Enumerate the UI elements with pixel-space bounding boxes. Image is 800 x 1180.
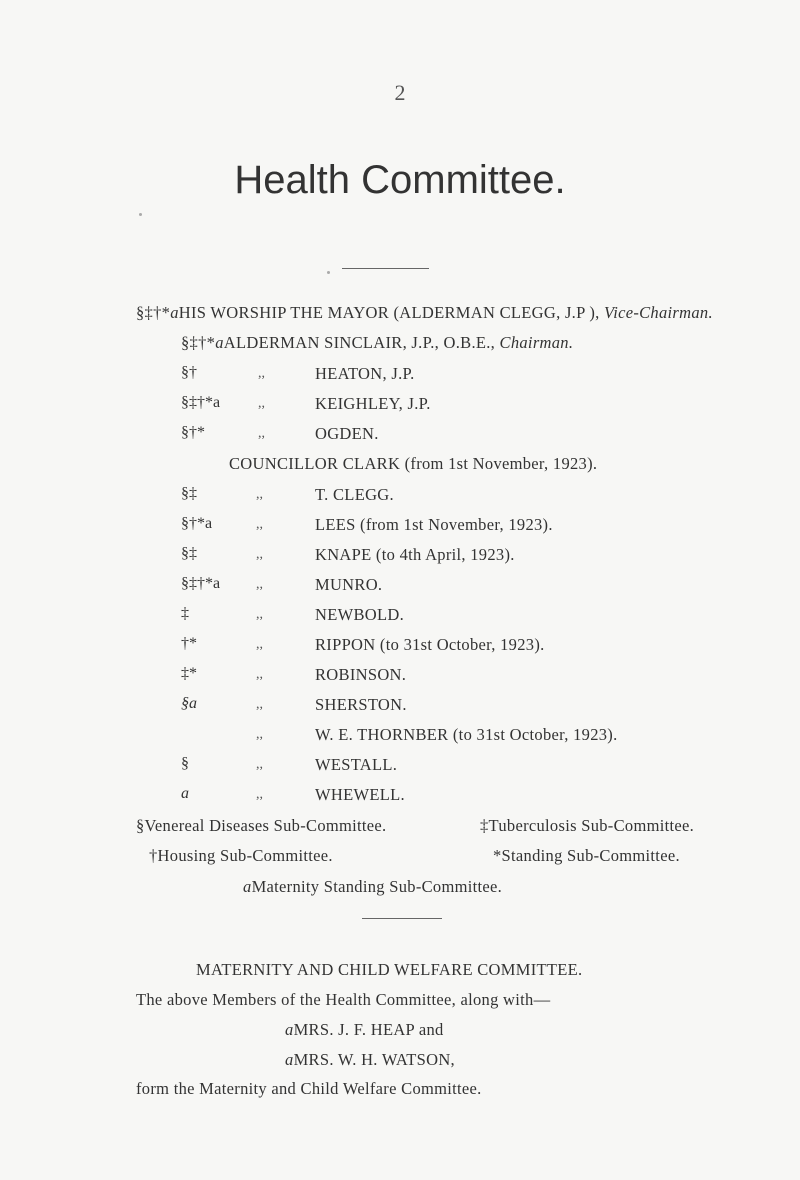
ditto-mark: ,, [256, 517, 263, 532]
ditto-mark: ,, [256, 637, 263, 652]
ditto-mark: ,, [256, 727, 263, 742]
councillor-symbols: a [181, 785, 189, 802]
councillor-name: ROBINSON. [315, 665, 407, 684]
councillor-symbols: ‡ [181, 605, 189, 622]
member-name: MRS. J. F. HEAP and [293, 1020, 444, 1039]
legend-venereal: §Venereal Diseases Sub-Committee. [136, 816, 387, 835]
councillor-name: MUNRO. [315, 575, 383, 594]
maternity-closing: form the Maternity and Child Welfare Committee. [136, 1079, 482, 1098]
alderman-name: KEIGHLEY, J.P. [315, 394, 431, 413]
alderman-symbols: §†* [181, 424, 205, 441]
vice-chairman-symbols: §‡†* [136, 303, 171, 322]
speck-mark [139, 213, 142, 216]
speck-mark [327, 271, 330, 274]
ditto-mark: ,, [256, 757, 263, 772]
ditto-mark: ,, [256, 667, 263, 682]
alderman-symbols: §‡†*a [181, 394, 221, 411]
councillor-symbols: §†*a [181, 515, 213, 532]
chairman-line [181, 333, 573, 353]
page-number: 2 [394, 80, 406, 105]
councillor-name: WESTALL. [315, 755, 398, 774]
alderman-name: HEATON, J.P. [315, 364, 415, 383]
title-divider [342, 268, 429, 269]
councillor-symbols: §a [181, 695, 197, 712]
maternity-marker: a [285, 1050, 294, 1069]
vice-chairman-line [136, 303, 713, 323]
chairman-role: Chairman. [499, 333, 574, 352]
maternity-section-title: MATERNITY AND CHILD WELFARE COMMITTEE. [196, 960, 583, 979]
legend-tuberculosis: ‡Tuberculosis Sub-Committee. [480, 816, 695, 835]
councillor-clark-line: COUNCILLOR CLARK (from 1st November, 1923). [229, 454, 598, 473]
maternity-member-heap [285, 1020, 444, 1040]
councillor-name: T. CLEGG. [315, 485, 394, 504]
ditto-mark: ,, [258, 366, 265, 381]
ditto-mark: ,, [256, 487, 263, 502]
vice-chairman-text: HIS WORSHIP THE MAYOR (ALDERMAN CLEGG, J.P ), [178, 303, 600, 322]
maternity-intro: The above Members of the Health Committee, along with— [136, 990, 551, 1009]
alderman-symbols: §† [181, 364, 197, 381]
ditto-mark: ,, [256, 787, 263, 802]
councillor-name: LEES (from 1st November, 1923). [315, 515, 553, 534]
councillor-name: RIPPON (to 31st October, 1923). [315, 635, 545, 654]
councillor-symbols: ‡* [181, 665, 197, 682]
maternity-marker: a [170, 303, 179, 322]
maternity-marker: a [243, 877, 252, 896]
ditto-mark: ,, [256, 547, 263, 562]
councillor-name: NEWBOLD. [315, 605, 405, 624]
ditto-mark: ,, [258, 396, 265, 411]
member-name: MRS. W. H. WATSON, [293, 1050, 455, 1069]
councillor-symbols: †* [181, 635, 197, 652]
section-divider [362, 918, 442, 919]
chairman-text: ALDERMAN SINCLAIR, J.P., O.B.E., [223, 333, 496, 352]
ditto-mark: ,, [256, 607, 263, 622]
councillor-symbols: §‡ [181, 485, 197, 502]
legend-standing: *Standing Sub-Committee. [493, 846, 680, 865]
legend-housing: †Housing Sub-Committee. [149, 846, 333, 865]
maternity-marker: a [285, 1020, 294, 1039]
councillor-symbols: §‡†*a [181, 575, 221, 592]
legend-maternity [243, 877, 502, 897]
ditto-mark: ,, [256, 697, 263, 712]
councillor-symbols: §‡ [181, 545, 197, 562]
page-title: Health Committee. [234, 158, 566, 202]
legend-maternity-text: Maternity Standing Sub-Committee. [251, 877, 503, 896]
councillor-name: KNAPE (to 4th April, 1923). [315, 545, 515, 564]
chairman-symbols: §‡†* [181, 333, 216, 352]
councillor-symbols: § [181, 755, 189, 772]
maternity-marker: a [215, 333, 224, 352]
councillor-name: SHERSTON. [315, 695, 407, 714]
alderman-name: OGDEN. [315, 424, 379, 443]
ditto-mark: ,, [256, 577, 263, 592]
maternity-member-watson [285, 1050, 455, 1070]
councillor-name: WHEWELL. [315, 785, 405, 804]
councillor-name: W. E. THORNBER (to 31st October, 1923). [315, 725, 618, 744]
vice-chairman-role: Vice-Chairman. [604, 303, 713, 322]
ditto-mark: ,, [258, 426, 265, 441]
